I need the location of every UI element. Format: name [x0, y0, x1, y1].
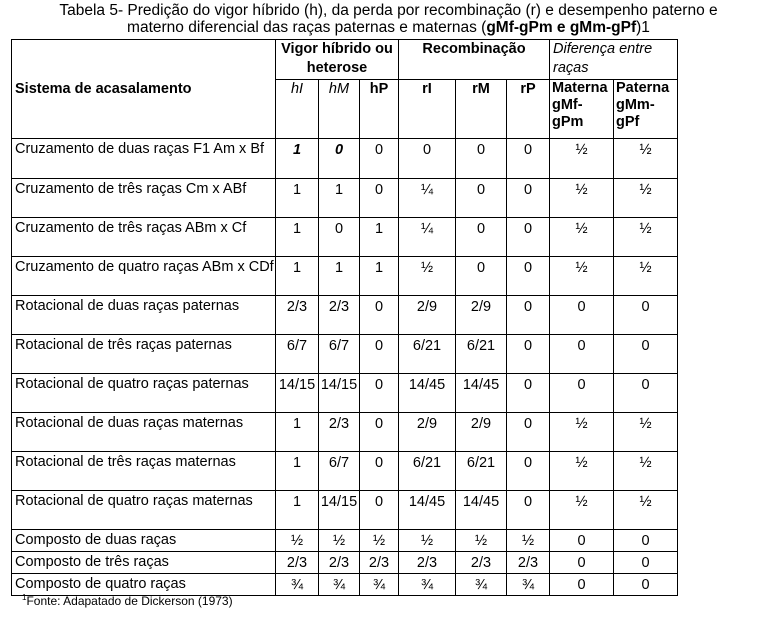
cell-value: 6/21: [399, 452, 456, 491]
cell-value: ¾: [456, 574, 507, 596]
cell-value: ½: [550, 179, 614, 218]
cell-value: 0: [360, 452, 399, 491]
row-label: Cruzamento de três raças ABm x Cf: [12, 218, 276, 257]
cell-value: 0: [550, 574, 614, 596]
cell-value: 6/7: [319, 335, 360, 374]
table-row: [12, 139, 678, 179]
cell-value: 6/7: [276, 335, 319, 374]
row-label: Cruzamento de quatro raças ABm x CDf: [12, 257, 276, 296]
cell-value: ¼: [399, 218, 456, 257]
cell-value: 0: [360, 491, 399, 530]
cell-value: ½: [614, 218, 678, 257]
row-label: Rotacional de três raças maternas: [12, 452, 276, 491]
table-row: [12, 530, 678, 552]
cell-value: 2/9: [456, 296, 507, 335]
header-r-i: rI: [399, 80, 456, 139]
cell-value: ½: [550, 413, 614, 452]
header-system: Sistema de acasalamento: [12, 40, 276, 139]
cell-value: 1: [276, 179, 319, 218]
table-row: [12, 335, 678, 374]
cell-value: 2/3: [319, 552, 360, 574]
cell-value: ¾: [360, 574, 399, 596]
cell-value: 6/21: [456, 452, 507, 491]
cell-value: 0: [360, 139, 399, 179]
cell-value: ¾: [276, 574, 319, 596]
cell-value: 0: [507, 491, 550, 530]
header-h-m: hM: [319, 80, 360, 139]
row-label: Cruzamento de duas raças F1 Am x Bf: [12, 139, 276, 179]
caption-line-2: materno diferencial das raças paternas e maternas (gMf-gPm e gMm-gPf)1: [127, 19, 650, 36]
cell-value: 0: [507, 257, 550, 296]
cell-value: ½: [399, 530, 456, 552]
cell-value: ¾: [507, 574, 550, 596]
cell-value: 2/3: [360, 552, 399, 574]
header-diferenca: Diferença entre raças: [550, 40, 678, 80]
table-caption: [0, 2, 777, 36]
footnote-text: Fonte: Adapatado de Dickerson (1973): [26, 594, 233, 608]
cell-value: ¼: [399, 179, 456, 218]
cell-value: 0: [360, 413, 399, 452]
cell-value: 0: [456, 139, 507, 179]
cell-value: ½: [360, 530, 399, 552]
cell-value: 0: [550, 335, 614, 374]
table-row: [12, 574, 678, 596]
cell-value: 2/3: [399, 552, 456, 574]
cell-value: 0: [507, 139, 550, 179]
cell-value: 1: [319, 257, 360, 296]
cell-value: 1: [360, 218, 399, 257]
cell-value: 0: [614, 296, 678, 335]
cell-value: 1: [276, 218, 319, 257]
header-recombinacao: Recombinação: [399, 40, 550, 80]
cell-value: 0: [550, 530, 614, 552]
cell-value: ½: [550, 257, 614, 296]
cell-value: 0: [360, 374, 399, 413]
table-row: [12, 374, 678, 413]
cell-value: 2/3: [456, 552, 507, 574]
cell-value: ½: [614, 491, 678, 530]
cell-value: 14/15: [319, 491, 360, 530]
cell-value: 2/3: [507, 552, 550, 574]
header-vigor: Vigor híbrido ou heterose: [276, 40, 399, 80]
cell-value: 0: [614, 530, 678, 552]
cell-value: ½: [456, 530, 507, 552]
cell-value: 0: [614, 552, 678, 574]
row-label: Composto de três raças: [12, 552, 276, 574]
cell-value: ½: [319, 530, 360, 552]
cell-value: ½: [507, 530, 550, 552]
cell-value: 2/9: [399, 296, 456, 335]
row-label: Cruzamento de três raças Cm x ABf: [12, 179, 276, 218]
row-label: Rotacional de três raças paternas: [12, 335, 276, 374]
cell-value: 1: [276, 413, 319, 452]
cell-value: 0: [614, 335, 678, 374]
cell-value: 14/45: [456, 374, 507, 413]
cell-value: 0: [360, 335, 399, 374]
table-row: [12, 452, 678, 491]
cell-value: ¾: [399, 574, 456, 596]
table-row: [12, 218, 678, 257]
cell-value: ½: [614, 452, 678, 491]
table-row: [12, 552, 678, 574]
cell-value: ½: [550, 218, 614, 257]
cell-value: 0: [399, 139, 456, 179]
cell-value: 0: [507, 179, 550, 218]
cell-value: ½: [614, 413, 678, 452]
cell-value: ½: [614, 139, 678, 179]
cell-value: 0: [550, 374, 614, 413]
row-label: Rotacional de duas raças maternas: [12, 413, 276, 452]
footnote-marker: 1: [22, 593, 27, 602]
header-h-i: hI: [276, 80, 319, 139]
cell-value: 0: [550, 296, 614, 335]
header-r-p: rP: [507, 80, 550, 139]
cell-value: ½: [614, 179, 678, 218]
row-label: Composto de quatro raças: [12, 574, 276, 596]
cell-value: 2/9: [399, 413, 456, 452]
header-paterna: Paterna gMm-gPf: [614, 80, 678, 139]
cell-value: ½: [550, 452, 614, 491]
cell-value: ½: [614, 257, 678, 296]
cell-value: 0: [507, 335, 550, 374]
row-label: Composto de duas raças: [12, 530, 276, 552]
cell-value: 1: [276, 491, 319, 530]
cell-value: 0: [319, 139, 360, 179]
cell-value: 0: [456, 257, 507, 296]
header-r-m: rM: [456, 80, 507, 139]
cell-value: ½: [399, 257, 456, 296]
cell-value: 0: [319, 218, 360, 257]
cell-value: 1: [276, 257, 319, 296]
cell-value: 14/45: [399, 374, 456, 413]
row-label: Rotacional de duas raças paternas: [12, 296, 276, 335]
cell-value: 0: [507, 374, 550, 413]
cell-value: 14/15: [319, 374, 360, 413]
cell-value: ½: [550, 139, 614, 179]
footnote: [22, 594, 233, 608]
cell-value: 0: [360, 179, 399, 218]
cell-value: 2/9: [456, 413, 507, 452]
cell-value: 1: [360, 257, 399, 296]
cell-value: 0: [456, 218, 507, 257]
table-row: [12, 296, 678, 335]
table-row: [12, 257, 678, 296]
table-row: [12, 413, 678, 452]
row-label: Rotacional de quatro raças paternas: [12, 374, 276, 413]
cell-value: ½: [550, 491, 614, 530]
cell-value: 0: [614, 574, 678, 596]
cell-value: 14/45: [399, 491, 456, 530]
header-materna: Materna gMf-gPm: [550, 80, 614, 139]
cell-value: 0: [614, 374, 678, 413]
cell-value: 0: [360, 296, 399, 335]
cell-value: 2/3: [319, 413, 360, 452]
cell-value: 1: [276, 452, 319, 491]
cell-value: ¾: [319, 574, 360, 596]
cell-value: 6/21: [399, 335, 456, 374]
cell-value: 0: [456, 179, 507, 218]
caption-formula: gMf-gPm e gMm-gPf: [486, 19, 637, 36]
cell-value: 0: [550, 552, 614, 574]
cell-value: 0: [507, 296, 550, 335]
cell-value: 2/3: [276, 552, 319, 574]
caption-line-1: Tabela 5- Predição do vigor híbrido (h), da perda por recombinação (r) e desempenho paterno e: [59, 2, 718, 19]
cell-value: 0: [507, 218, 550, 257]
cell-value: 2/3: [276, 296, 319, 335]
cell-value: 0: [507, 413, 550, 452]
header-h-p: hP: [360, 80, 399, 139]
results-table: [11, 39, 678, 596]
cell-value: ½: [276, 530, 319, 552]
cell-value: 6/7: [319, 452, 360, 491]
row-label: Rotacional de quatro raças maternas: [12, 491, 276, 530]
cell-value: 6/21: [456, 335, 507, 374]
cell-value: 14/45: [456, 491, 507, 530]
cell-value: 0: [507, 452, 550, 491]
cell-value: 14/15: [276, 374, 319, 413]
table-row: [12, 179, 678, 218]
cell-value: 2/3: [319, 296, 360, 335]
table-row: [12, 491, 678, 530]
cell-value: 1: [319, 179, 360, 218]
cell-value: 1: [276, 139, 319, 179]
